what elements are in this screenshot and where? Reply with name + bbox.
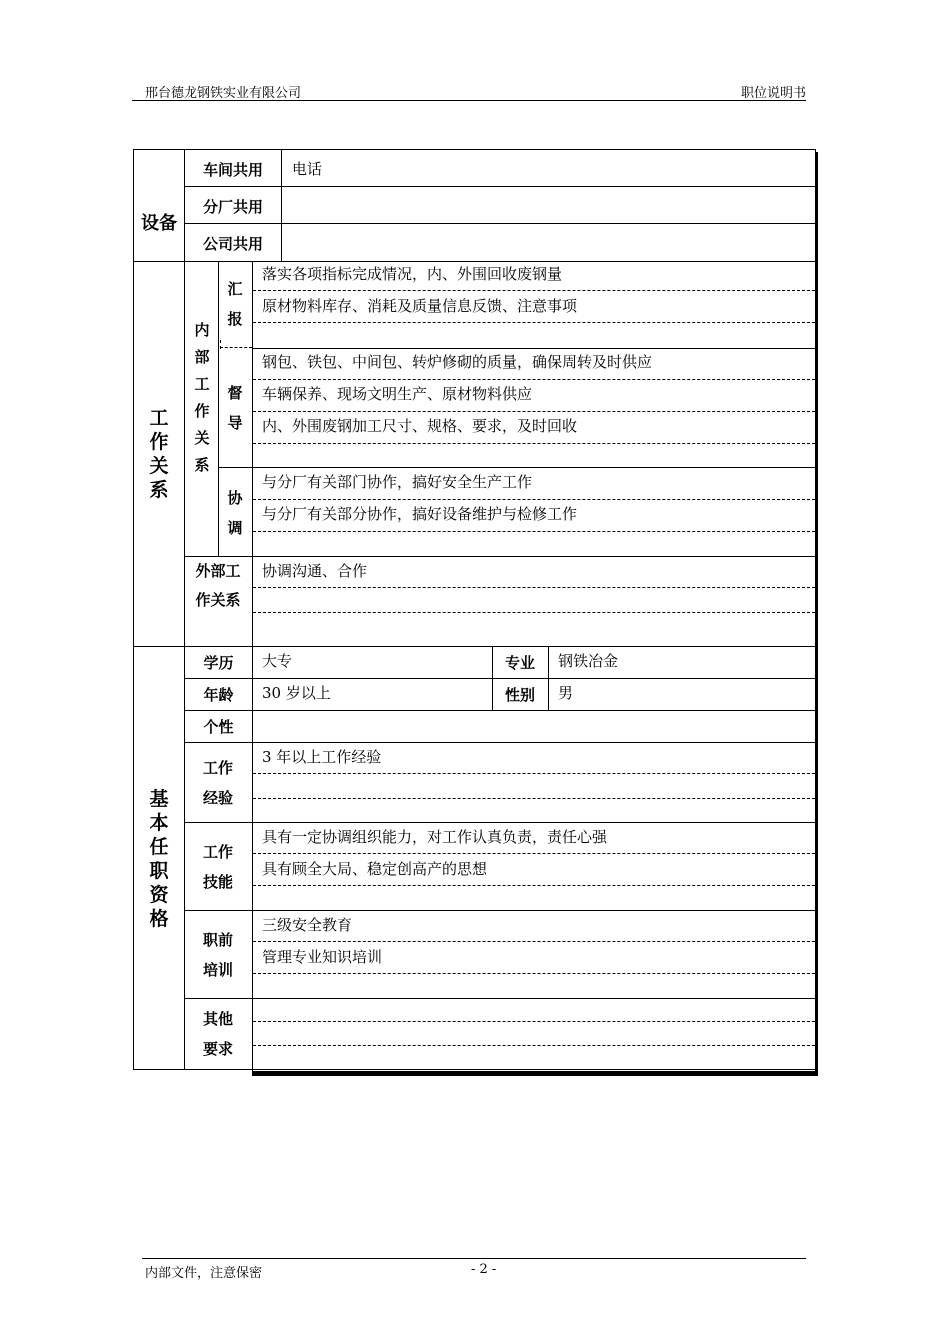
page-number: - 2 - (471, 1262, 497, 1277)
divider (184, 742, 816, 743)
supervise-line-2: 车辆保养、现场文明生产、原材物料供应 (262, 385, 533, 403)
skills-line-1: 具有一定协调组织能力，对工作认真负责，责任心强 (262, 828, 608, 846)
supervise-line-1: 钢包、铁包、中间包、转炉修砌的质量，确保周转及时供应 (262, 353, 653, 371)
company-shared-label: 公司共用 (202, 235, 263, 253)
internal-relations-label: 内部工作关系 (194, 321, 210, 474)
gender-value: 男 (558, 684, 574, 702)
divider (253, 773, 815, 774)
external-relations-label: 外部工作关系 (195, 562, 241, 609)
divider (184, 678, 816, 679)
report-label: 汇报 (227, 280, 243, 328)
divider (253, 290, 815, 291)
training-line-2: 管理专业知识培训 (262, 948, 383, 966)
divider (281, 150, 282, 261)
divider (184, 998, 816, 999)
external-line-1: 协调沟通、合作 (262, 562, 368, 580)
section-qualifications: 基本任职资格 (149, 788, 169, 930)
major-value: 钢铁冶金 (558, 652, 619, 670)
education-value: 大专 (262, 652, 293, 670)
header-divider (132, 100, 806, 101)
divider (253, 587, 815, 588)
divider (253, 941, 815, 942)
divider (253, 322, 815, 323)
training-label: 职前培训 (202, 931, 233, 979)
coordinate-label: 协调 (227, 489, 243, 537)
company-name: 邢台德龙钢铁实业有限公司 (145, 86, 302, 101)
divider (184, 150, 185, 1070)
experience-line-1: 3 年以上工作经验 (262, 748, 382, 766)
age-value: 30 岁以上 (262, 684, 331, 702)
divider (253, 379, 815, 380)
divider (252, 261, 253, 1071)
divider (253, 853, 815, 854)
footer-divider (142, 1258, 806, 1259)
document-type: 职位说明书 (740, 86, 806, 101)
divider (253, 411, 815, 412)
supervise-label: 督导 (227, 384, 243, 432)
table-shadow-bottom (252, 1071, 818, 1076)
workshop-shared-label: 车间共用 (202, 161, 263, 179)
divider (133, 646, 816, 647)
divider (184, 710, 816, 711)
divider (253, 1021, 815, 1022)
divider (220, 347, 252, 348)
divider (253, 885, 815, 886)
personality-label: 个性 (203, 718, 234, 736)
experience-label: 工作经验 (202, 759, 233, 807)
gender-label: 性别 (504, 686, 535, 704)
divider (253, 798, 815, 799)
divider (253, 443, 815, 444)
age-label: 年龄 (203, 686, 234, 704)
coordinate-line-1: 与分厂有关部门协作，搞好安全生产工作 (262, 473, 533, 491)
major-label: 专业 (504, 654, 535, 672)
section-work-relations: 工作关系 (149, 407, 169, 501)
coordinate-line-2: 与分厂有关部分协作，搞好设备维护与检修工作 (262, 505, 578, 523)
divider (184, 822, 816, 823)
other-requirements-label: 其他要求 (202, 1010, 233, 1058)
divider (253, 348, 816, 349)
workshop-shared-value: 电话 (292, 160, 323, 178)
divider (253, 499, 815, 500)
divider (218, 261, 219, 556)
skills-label: 工作技能 (202, 843, 233, 891)
divider (184, 223, 816, 224)
divider (184, 556, 816, 557)
divider (253, 531, 815, 532)
report-line-2: 原材物料库存、消耗及质量信息反馈、注意事项 (262, 297, 578, 315)
divider (218, 467, 816, 468)
section-equipment: 设备 (141, 213, 177, 234)
supervise-line-3: 内、外围废钢加工尺寸、规格、要求，及时回收 (262, 417, 578, 435)
branch-shared-label: 分厂共用 (202, 198, 263, 216)
divider (253, 973, 815, 974)
divider (133, 261, 816, 262)
skills-line-2: 具有顾全大局、稳定创高产的思想 (262, 860, 488, 878)
divider (253, 1045, 815, 1046)
training-line-1: 三级安全教育 (262, 916, 353, 934)
education-label: 学历 (203, 654, 234, 672)
divider (184, 186, 816, 187)
divider (184, 910, 816, 911)
confidential-note: 内部文件，注意保密 (145, 1266, 263, 1281)
divider (253, 612, 815, 613)
report-line-1: 落实各项指标完成情况，内、外围回收废钢量 (262, 265, 563, 283)
